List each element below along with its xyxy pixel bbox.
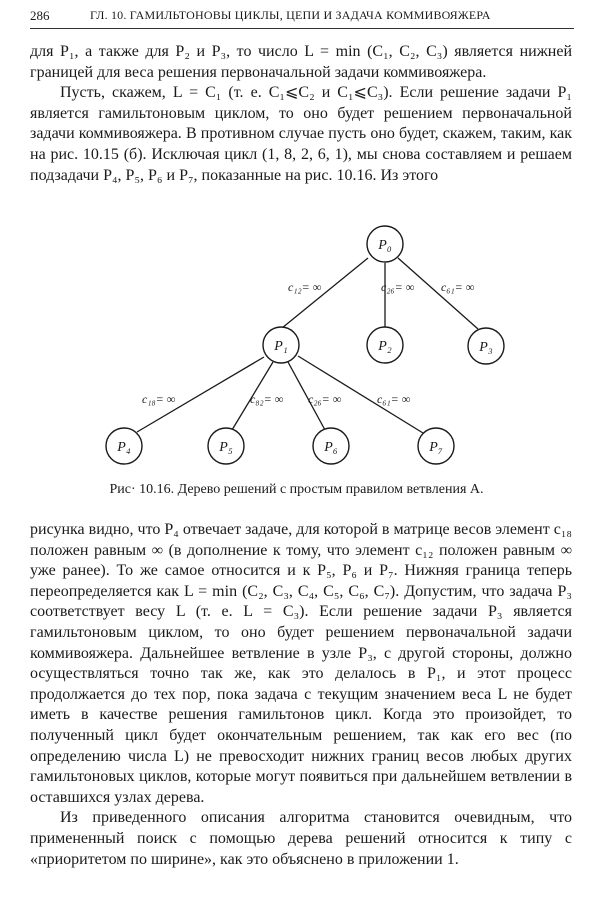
decision-tree-diagram: [0, 225, 593, 485]
tree-node: [367, 327, 403, 363]
tree-node: [106, 428, 142, 464]
tree-node: [313, 428, 349, 464]
node-label: P₂: [378, 339, 392, 354]
tree-node: [367, 226, 403, 262]
node-label: P₄: [117, 440, 131, 455]
text-block-bottom: [30, 520, 572, 870]
paragraph: Пусть, скажем, L = C₁ (т. е. C₁⩽C₂ и C₁⩽C₃). Если решение задачи P₁ является гамильтоновым циклом, то оно будет решением первоначальной задачи коммивояжера. В противном случае пусть оно будет, скажем, таким, как на рис. 10.15 (б). Исключая цикл (1, 8, 2, 6, 1), мы снова составляем и решаем подзадачи P₄, P₅, P₆ и P₇, показанные на рис. 10.16. Из этого: [30, 84, 572, 184]
text-block-top: [30, 42, 572, 186]
paragraph: рисунка видно, что P₄ отвечает задаче, для которой в матрице весов элемент c₁₈ положен равным ∞ (в дополнение к тому, что элемент c₁₂ положен равным ∞ уже ранее). То же самое относится и к P₅, P₆ и P₇. Нижняя граница теперь переопределяется как L = min (C₂, C₃, C₄, C₅, C₆, C₇). Допустим, что задача P₃ соответствует весу L (т. е. L = C₃). Если решение задачи P₃ является гамильтоновым циклом, то оно будет решением первоначальной задачи коммивояжера. Дальнейшее ветвление в узле P₃, с другой стороны, должно осуществляться точно так же, как это делалось в P₁, и этот процесс продолжается до тех пор, пока задача с текущим значением веса L не будет иметь в качестве решения гамильтонов цикл. Когда это произойдет, то полученный цикл будет окончательным решением, так как его вес (по определению числа L) не превосходит нижних границ весов любых других гамильтоновых циклов, которые могут появиться при дальнейшем ветвлении в оставшихся узлах дерева.: [30, 521, 572, 806]
tree-node: [418, 428, 454, 464]
node-label: P₀: [378, 238, 392, 253]
edge-label: c₆₁= ∞: [441, 280, 475, 294]
edge-label: c₈₂= ∞: [250, 392, 284, 406]
figure-caption: Рис· 10.16. Дерево решений с простым правилом ветвления А.: [109, 482, 484, 497]
edge-label: c₆₁= ∞: [377, 392, 411, 406]
edge-label: c₂₆= ∞: [308, 392, 342, 406]
paragraph: Из приведенного описания алгоритма становится очевидным, что примененный поиск с помощью дерева решений относится к типу с «приоритетом по ширине», как это объяснено в приложении 1.: [30, 809, 572, 868]
tree-node: [208, 428, 244, 464]
tree-node: [263, 327, 299, 363]
paragraph: для P₁, а также для P₂ и P₃, то число L = min (C₁, C₂, C₃) является нижней границей для веса решения первоначальной задачи коммивояжера.: [30, 43, 572, 81]
edge-label: c₁₂= ∞: [288, 280, 322, 294]
node-label: P₁: [274, 339, 288, 354]
header-rule: [30, 28, 574, 29]
running-title: ГЛ. 10. ГАМИЛЬТОНОВЫ ЦИКЛЫ, ЦЕПИ И ЗАДАЧА КОММИВОЯЖЕРА: [90, 8, 491, 22]
node-label: P₃: [479, 340, 493, 355]
page-number: 286: [30, 8, 50, 23]
node-label: P₆: [324, 440, 338, 455]
decision-tree-figure: [0, 225, 593, 485]
node-label: P₇: [429, 440, 443, 455]
edge-label: c₁₈= ∞: [142, 392, 176, 406]
node-label: P₅: [219, 440, 233, 455]
edge-label: c₂₆= ∞: [381, 280, 415, 294]
tree-node: [468, 328, 504, 364]
page-header: [30, 6, 570, 28]
